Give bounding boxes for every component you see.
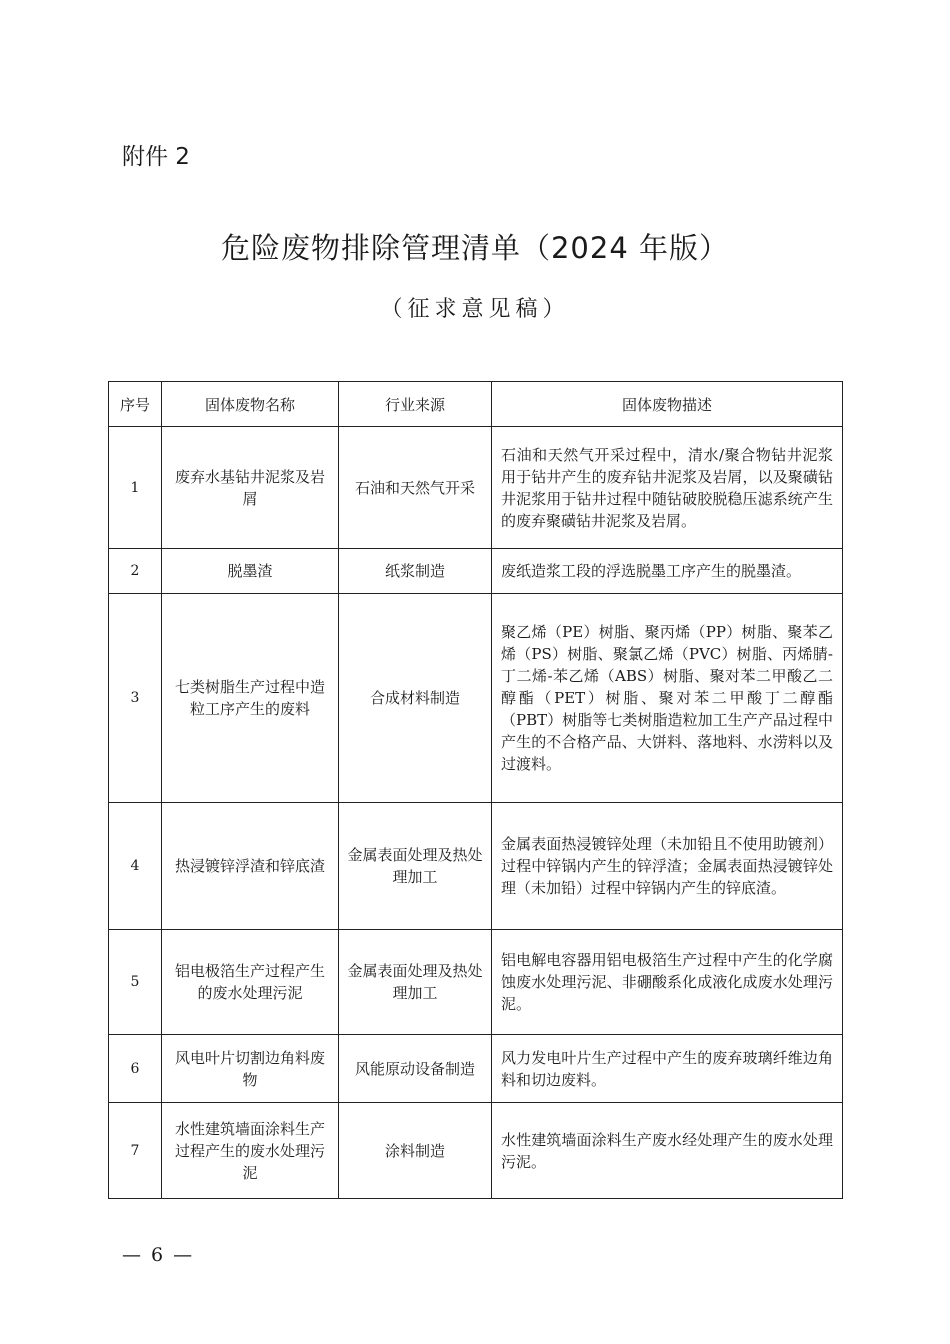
table-row <box>109 803 843 930</box>
header-serial-no: 序号 <box>109 382 162 427</box>
row-industry-source: 石油和天然气开采 <box>339 427 492 549</box>
waste-exclusion-table <box>108 381 843 1199</box>
row-industry-source: 合成材料制造 <box>339 594 492 803</box>
row-industry-source: 金属表面处理及热处理加工 <box>339 803 492 930</box>
row-waste-name: 废弃水基钻井泥浆及岩屑 <box>162 427 339 549</box>
row-waste-name: 热浸镀锌浮渣和锌底渣 <box>162 803 339 930</box>
row-serial-no: 3 <box>109 594 162 803</box>
row-waste-description: 聚乙烯（PE）树脂、聚丙烯（PP）树脂、聚苯乙烯（PS）树脂、聚氯乙烯（PVC）树脂、丙烯腈-丁二烯-苯乙烯（ABS）树脂、聚对苯二甲酸乙二醇酯（PET）树脂、聚对苯二甲酸丁二醇酯（PBT）树脂等七类树脂造粒加工生产产品过程中产生的不合格产品、大饼料、落地料、水涝料以及过渡料。 <box>492 594 843 803</box>
header-industry-source: 行业来源 <box>339 382 492 427</box>
table-row <box>109 594 843 803</box>
table-header-row <box>109 382 843 427</box>
row-waste-description: 金属表面热浸镀锌处理（未加铅且不使用助镀剂）过程中锌锅内产生的锌浮渣；金属表面热浸镀锌处理（未加铅）过程中锌锅内产生的锌底渣。 <box>492 803 843 930</box>
row-waste-name: 风电叶片切割边角料废物 <box>162 1035 339 1103</box>
row-waste-description: 石油和天然气开采过程中，清水/聚合物钻井泥浆用于钻井产生的废弃钻井泥浆及岩屑，以及聚磺钻井泥浆用于钻井过程中随钻破胶脱稳压滤系统产生的废弃聚磺钻井泥浆及岩屑。 <box>492 427 843 549</box>
attachment-label: 附件 2 <box>122 144 190 170</box>
row-serial-no: 4 <box>109 803 162 930</box>
table-row <box>109 1103 843 1199</box>
table-row <box>109 930 843 1035</box>
table-row <box>109 427 843 549</box>
document-title: 危险废物排除管理清单（2024 年版） <box>220 231 730 265</box>
row-industry-source: 风能原动设备制造 <box>339 1035 492 1103</box>
table-row <box>109 1035 843 1103</box>
document-subtitle: （征求意见稿） <box>380 297 570 322</box>
row-serial-no: 1 <box>109 427 162 549</box>
row-serial-no: 7 <box>109 1103 162 1199</box>
row-waste-description: 铝电解电容器用铝电极箔生产过程中产生的化学腐蚀废水处理污泥、非硼酸系化成液化成废水处理污泥。 <box>492 930 843 1035</box>
row-waste-description: 废纸造浆工段的浮选脱墨工序产生的脱墨渣。 <box>492 549 843 594</box>
row-industry-source: 涂料制造 <box>339 1103 492 1199</box>
row-serial-no: 6 <box>109 1035 162 1103</box>
row-waste-name: 铝电极箔生产过程产生的废水处理污泥 <box>162 930 339 1035</box>
table-row <box>109 549 843 594</box>
page-number: — 6 — <box>122 1244 195 1266</box>
row-waste-name: 水性建筑墙面涂料生产过程产生的废水处理污泥 <box>162 1103 339 1199</box>
header-waste-name: 固体废物名称 <box>162 382 339 427</box>
row-serial-no: 5 <box>109 930 162 1035</box>
row-waste-description: 水性建筑墙面涂料生产废水经处理产生的废水处理污泥。 <box>492 1103 843 1199</box>
row-waste-description: 风力发电叶片生产过程中产生的废弃玻璃纤维边角料和切边废料。 <box>492 1035 843 1103</box>
row-serial-no: 2 <box>109 549 162 594</box>
row-waste-name: 七类树脂生产过程中造粒工序产生的废料 <box>162 594 339 803</box>
row-industry-source: 金属表面处理及热处理加工 <box>339 930 492 1035</box>
header-waste-description: 固体废物描述 <box>492 382 843 427</box>
row-industry-source: 纸浆制造 <box>339 549 492 594</box>
row-waste-name: 脱墨渣 <box>162 549 339 594</box>
